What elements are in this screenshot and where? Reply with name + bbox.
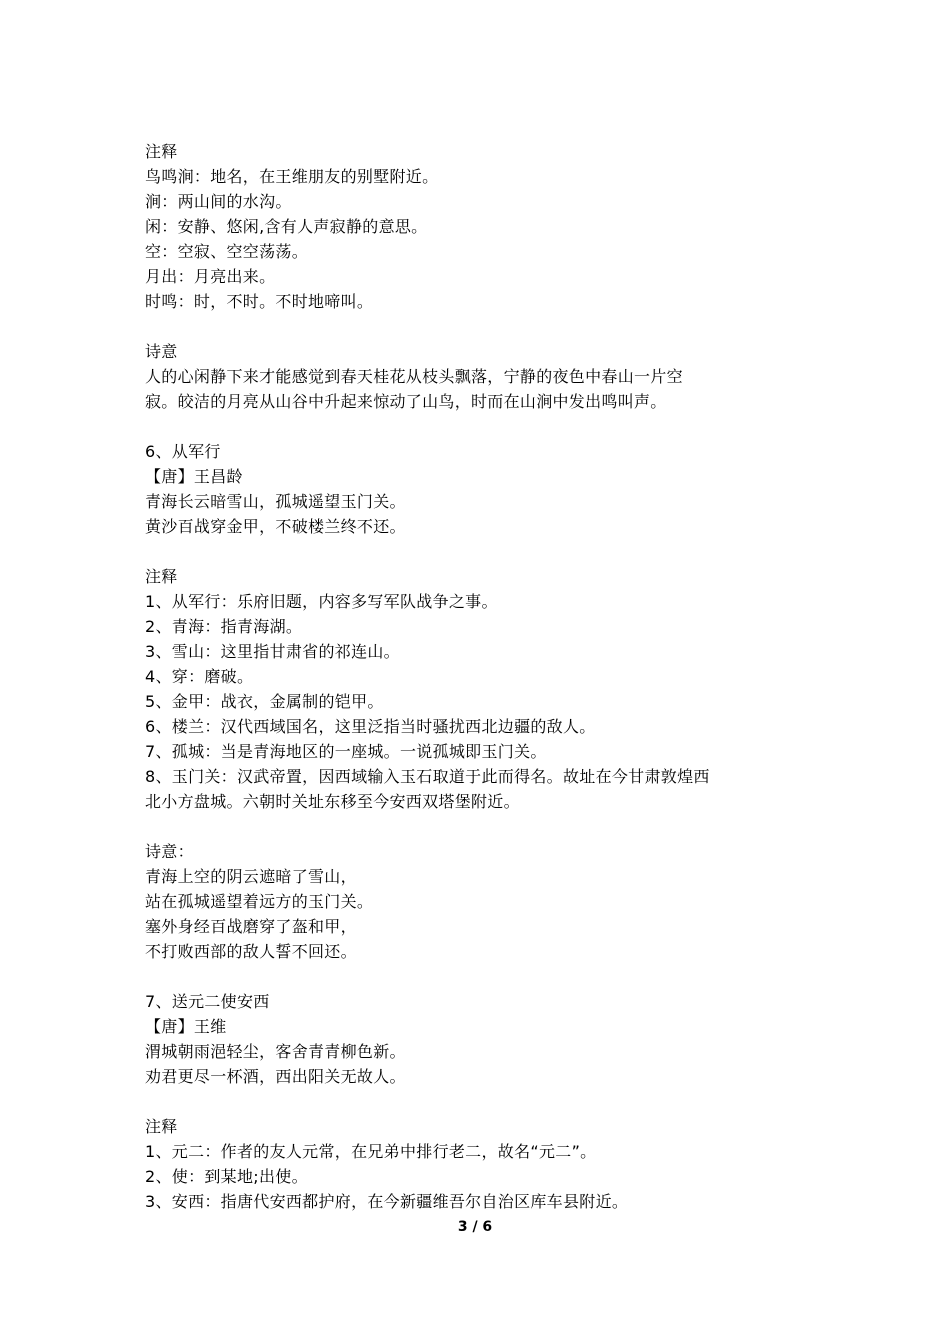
note-line: 3、雪山：这里指甘肃省的祁连山。 (145, 642, 400, 661)
poem-title: 6、从军行 (145, 442, 221, 461)
note-line: 1、从军行：乐府旧题，内容多写军队战争之事。 (145, 592, 498, 611)
note-line: 1、元二：作者的友人元常，在兄弟中排行老二，故名“元二”。 (145, 1142, 597, 1161)
note-line: 2、青海：指青海湖。 (145, 617, 303, 636)
spacer (145, 539, 825, 564)
note-line: 时鸣：时，不时。不时地啼叫。 (145, 292, 374, 311)
spacer (145, 1089, 825, 1114)
note-line: 3、安西：指唐代安西都护府，在今新疆维吾尔自治区库车县附近。 (145, 1192, 629, 1211)
spacer (145, 314, 825, 339)
note-line: 5、金甲：战衣，金属制的铠甲。 (145, 692, 384, 711)
document-body (145, 139, 825, 1214)
poem-line: 黄沙百战穿金甲，不破楼兰终不还。 (145, 517, 406, 536)
note-line: 闲：安静、悠闲,含有人声寂静的意思。 (145, 217, 428, 236)
poem-title: 7、送元二使安西 (145, 992, 270, 1011)
note-line: 空：空寂、空空荡荡。 (145, 242, 309, 261)
spacer (145, 814, 825, 839)
note-line: 4、穿：磨破。 (145, 667, 254, 686)
note-line: 鸟鸣涧：地名，在王维朋友的别墅附近。 (145, 167, 439, 186)
note-line: 7、孤城：当是青海地区的一座城。一说孤城即玉门关。 (145, 742, 547, 761)
meaning-line: 青海上空的阴云遮暗了雪山， (145, 867, 357, 886)
section-heading: 诗意 (145, 342, 178, 361)
poem-line: 劝君更尽一杯酒，西出阳关无故人。 (145, 1067, 406, 1086)
spacer (145, 414, 825, 439)
poem-author: 【唐】王维 (145, 1017, 227, 1036)
poem-line: 青海长云暗雪山，孤城遥望玉门关。 (145, 492, 406, 511)
note-line: 8、玉门关：汉武帝置，因西域输入玉石取道于此而得名。故址在今甘肃敦煌西 (145, 767, 710, 786)
meaning-line: 站在孤城遥望着远方的玉门关。 (145, 892, 374, 911)
meaning-line: 寂。皎洁的月亮从山谷中升起来惊动了山鸟，时而在山涧中发出鸣叫声。 (145, 392, 667, 411)
note-line: 涧：两山间的水沟。 (145, 192, 292, 211)
meaning-line: 塞外身经百战磨穿了盔和甲， (145, 917, 357, 936)
section-heading: 注释 (145, 1117, 178, 1136)
section-heading: 注释 (145, 142, 178, 161)
section-heading: 注释 (145, 567, 178, 586)
meaning-line: 人的心闲静下来才能感觉到春天桂花从枝头飘落，宁静的夜色中春山一片空 (145, 367, 683, 386)
poem-line: 渭城朝雨浥轻尘，客舍青青柳色新。 (145, 1042, 406, 1061)
note-line: 北小方盘城。六朝时关址东移至今安西双塔堡附近。 (145, 792, 520, 811)
poem-author: 【唐】王昌龄 (145, 467, 243, 486)
section-heading: 诗意： (145, 842, 194, 861)
meaning-line: 不打败西部的敌人誓不回还。 (145, 942, 357, 961)
note-line: 6、楼兰：汉代西域国名，这里泛指当时骚扰西北边疆的敌人。 (145, 717, 596, 736)
note-line: 2、使：到某地;出使。 (145, 1167, 308, 1186)
page-number: 3 / 6 (457, 1219, 493, 1235)
note-line: 月出：月亮出来。 (145, 267, 276, 286)
spacer (145, 964, 825, 989)
